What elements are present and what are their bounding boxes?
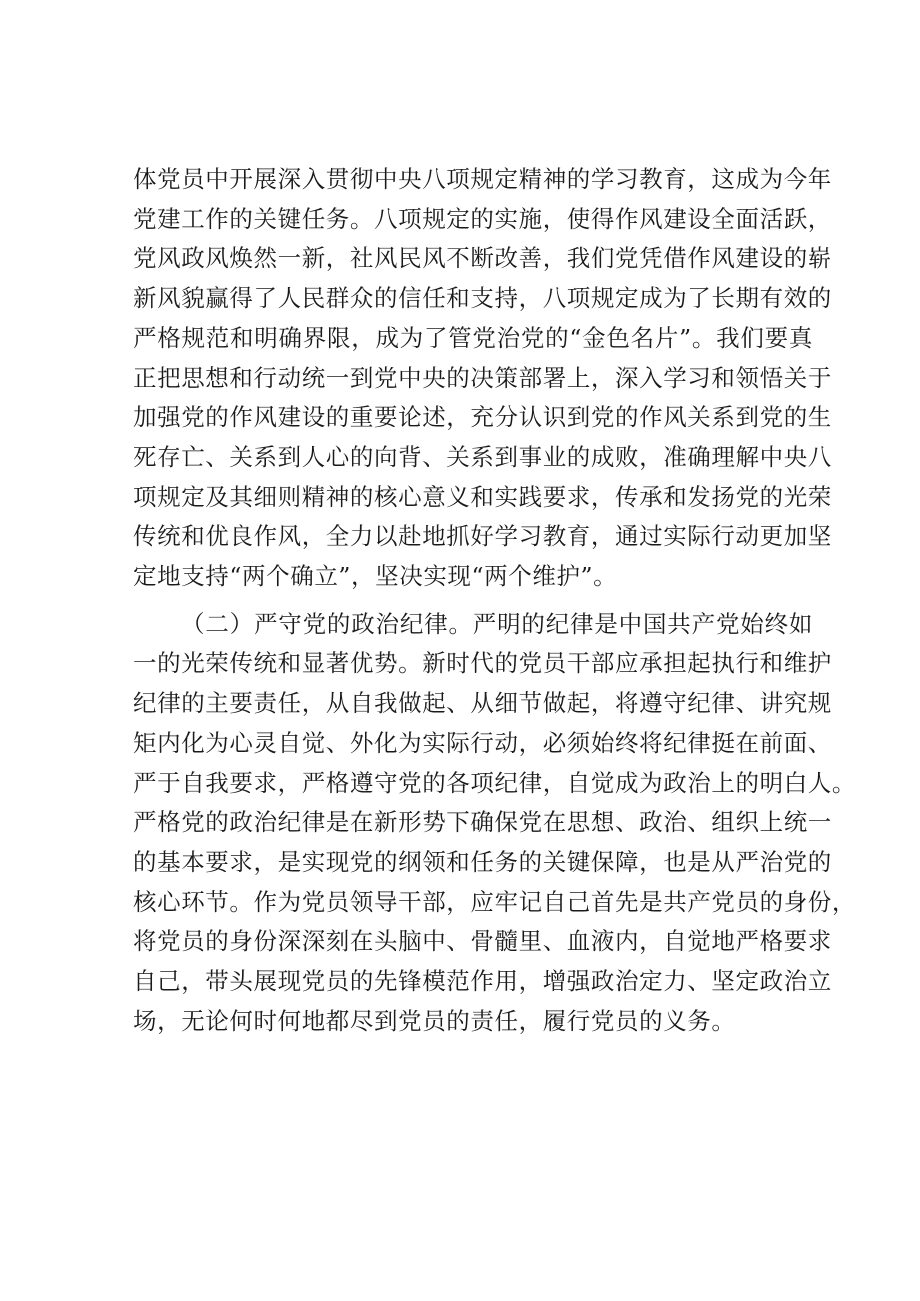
paragraph-2 — [133, 605, 856, 1042]
text-line: 新风貌赢得了人民群众的信任和支持，八项规定成为了长期有效的 — [133, 284, 832, 313]
text-line: 自己，带头展现党员的先锋模范作用，增强政治定力、坚定政治立 — [133, 967, 832, 996]
text-line: 将党员的身份深深刻在头脑中、骨髓里、血液内，自觉地严格要求 — [133, 927, 832, 956]
text-line: 核心环节。作为党员领导干部，应牢记自己首先是共产党员的身份， — [133, 887, 856, 916]
text-line: 正把思想和行动统一到党中央的决策部署上，深入学习和领悟关于 — [133, 363, 832, 392]
text-line: 项规定及其细则精神的核心意义和实践要求，传承和发扬党的光荣 — [133, 482, 832, 511]
paragraph-1 — [133, 160, 832, 597]
text-line: 体党员中开展深入贯彻中央八项规定精神的学习教育，这成为今年 — [133, 165, 832, 193]
text-line: 一的光荣传统和显著优势。新时代的党员干部应承担起执行和维护 — [133, 649, 832, 678]
text-line: 党建工作的关键任务。八项规定的实施，使得作风建设全面活跃， — [133, 204, 832, 233]
section-heading-line: （二）严守党的政治纪律。严明的纪律是中国共产党始终如 — [181, 609, 813, 638]
text-line: 严于自我要求，严格遵守党的各项纪律，自觉成为政治上的明白人。 — [133, 768, 856, 797]
body-text — [133, 160, 856, 1041]
text-line: 矩内化为心灵自觉、外化为实际行动，必须始终将纪律挺在前面、 — [133, 728, 832, 757]
text-line: 纪律的主要责任，从自我做起、从细节做起，将遵守纪律、讲究规 — [133, 689, 832, 718]
text-line: 的基本要求，是实现党的纲领和任务的关键保障，也是从严治党的 — [133, 847, 832, 876]
text-line: 场，无论何时何地都尽到党员的责任，履行党员的义务。 — [133, 1006, 736, 1035]
text-line: 党风政风焕然一新，社风民风不断改善，我们党凭借作风建设的崭 — [133, 244, 832, 273]
text-line: 严格规范和明确界限，成为了管党治党的“金色名片”。我们要真 — [133, 323, 813, 352]
text-line: 定地支持“两个确立”，坚决实现“两个维护”。 — [133, 562, 618, 591]
text-line: 死存亡、关系到人心的向背、关系到事业的成败，准确理解中央八 — [133, 442, 832, 471]
text-line: 严格党的政治纪律是在新形势下确保党在思想、政治、组织上统一 — [133, 808, 832, 837]
text-line: 传统和优良作风，全力以赴地抓好学习教育，通过实际行动更加坚 — [133, 522, 832, 551]
text-line: 加强党的作风建设的重要论述，充分认识到党的作风关系到党的生 — [133, 403, 832, 432]
